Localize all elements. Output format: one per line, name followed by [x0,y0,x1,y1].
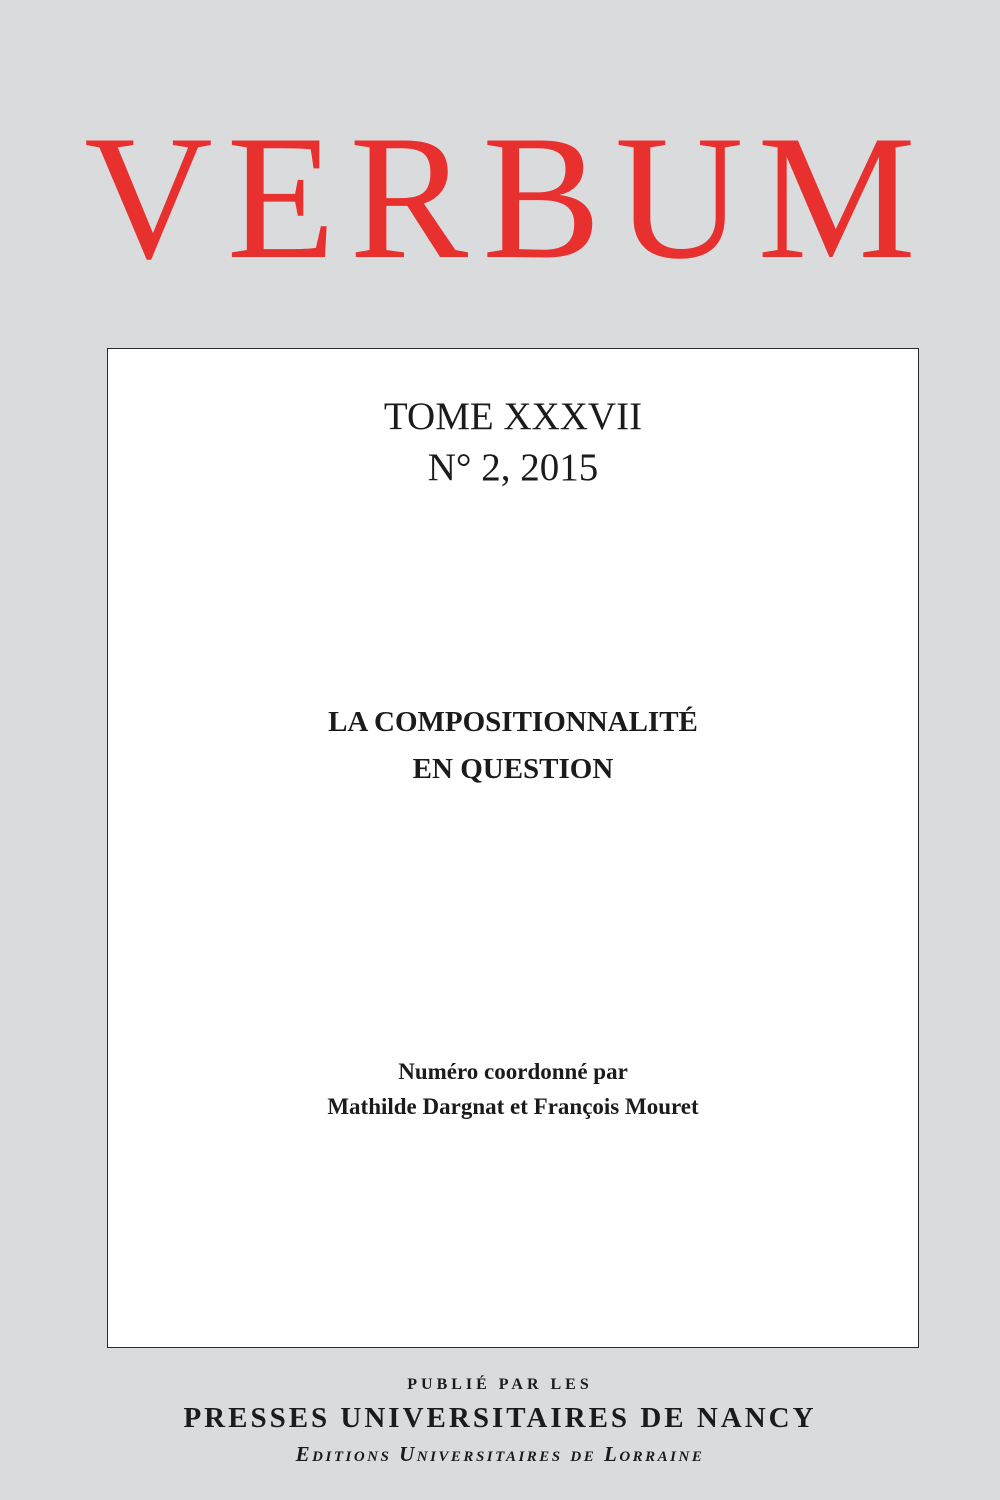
coordination-label: Numéro coordonné par [398,1059,628,1084]
publisher-name: PRESSES UNIVERSITAIRES DE NANCY [183,1402,817,1434]
theme-title-line-1: LA COMPOSITIONNALITÉ [328,706,698,738]
publisher-subtitle: Editions Universitaires de Lorraine [295,1442,705,1466]
journal-title: VERBUM [84,98,930,296]
issue-label: N° 2, 2015 [427,446,599,489]
editors-names: Mathilde Dargnat et François Mouret [327,1094,699,1119]
theme-title-line-2: EN QUESTION [412,753,614,785]
published-by-label: PUBLIÉ PAR LES [407,1376,593,1393]
content-panel [107,348,919,1348]
volume-label: TOME XXXVII [383,395,643,438]
